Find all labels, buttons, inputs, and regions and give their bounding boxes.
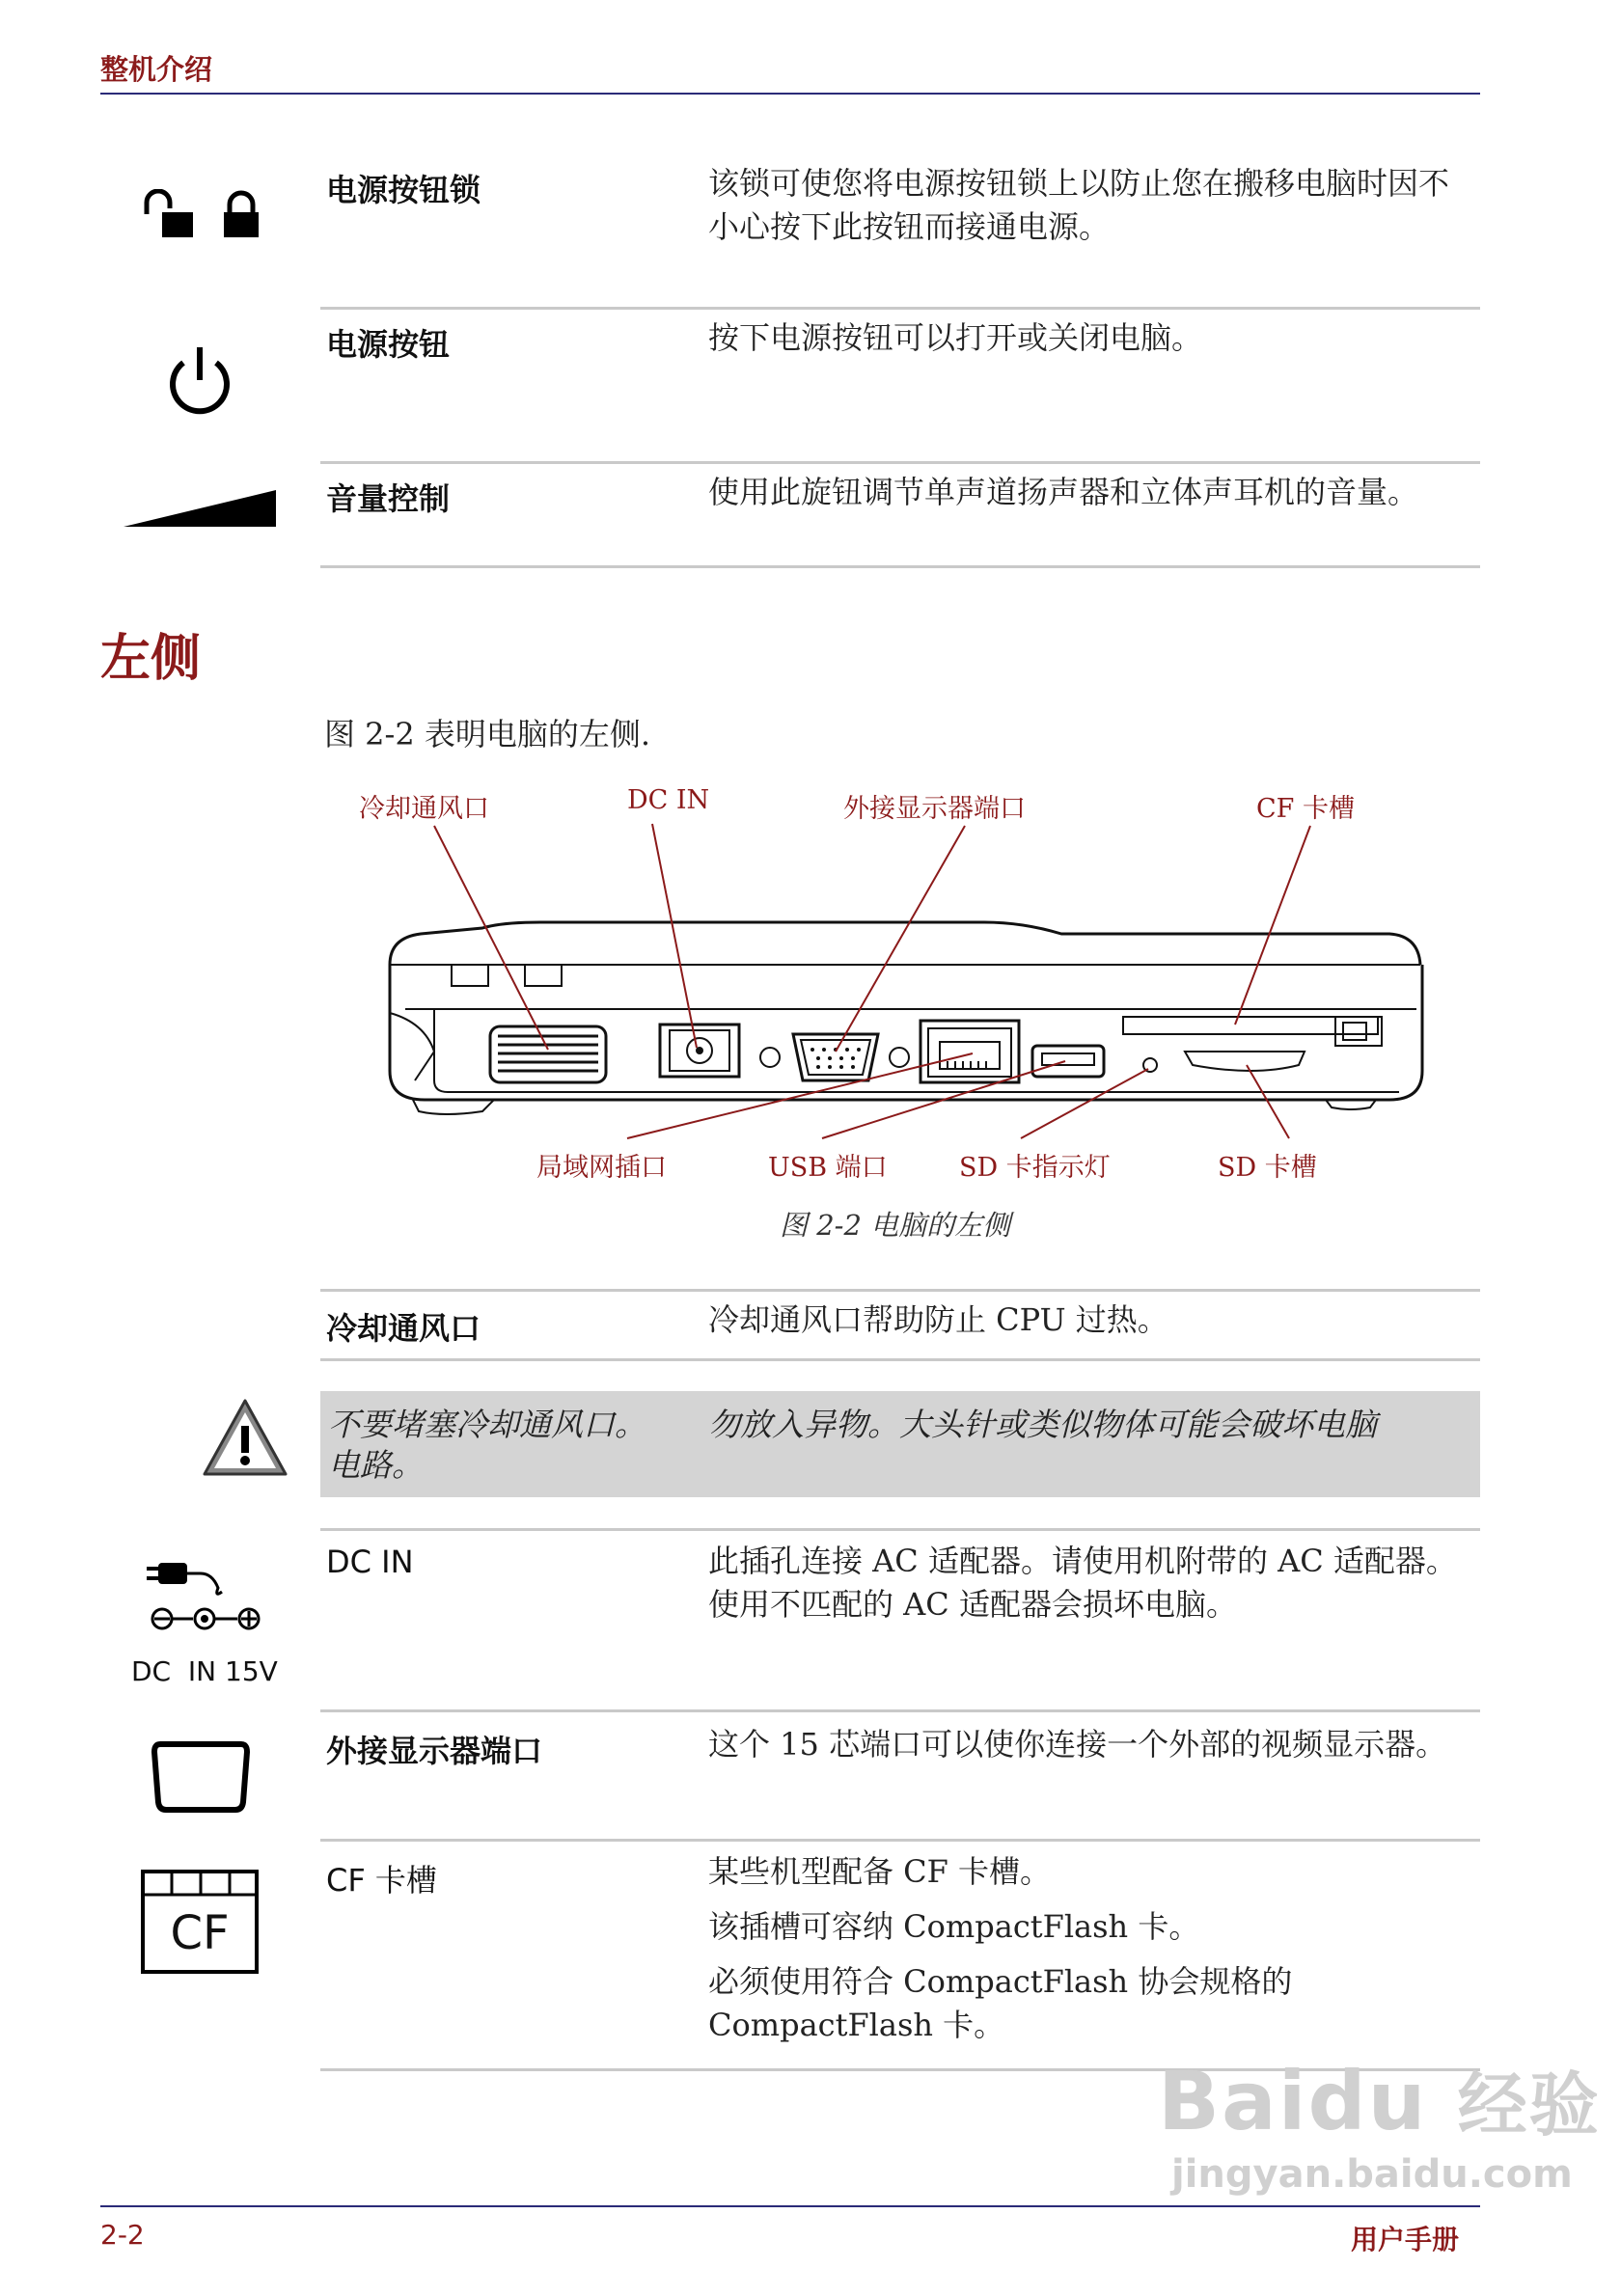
row-divider — [320, 1709, 1480, 1712]
warning-text-left-2: 电路。 — [328, 1446, 424, 1484]
term-power-lock: 电源按钮锁 — [326, 172, 481, 208]
watermark-url: jingyan.baidu.com — [1171, 2152, 1573, 2197]
desc-dc-in: 此插孔连接 AC 适配器。请使用机附带的 AC 适配器。使用不匹配的 AC 适配器会损坏电脑。 — [708, 1543, 1457, 1623]
cf-icon — [141, 1870, 259, 1974]
callout-sd-led: SD 卡指示灯 — [959, 1153, 1111, 1183]
row-divider — [320, 1289, 1480, 1292]
term-dc-in: DC IN — [326, 1544, 414, 1580]
callout-monitor: 外接显示器端口 — [843, 794, 1026, 824]
term-volume: 音量控制 — [326, 480, 451, 517]
callout-dcin: DC IN — [627, 785, 710, 815]
figure-caption: 图 2-2 电脑的左侧 — [780, 1209, 1011, 1242]
warning-text-right: 勿放入异物。大头针或类似物体可能会破坏电脑 — [708, 1406, 1377, 1443]
term-vent: 冷却通风口 — [326, 1310, 481, 1347]
row-divider — [320, 1528, 1480, 1531]
term-monitor: 外接显示器端口 — [326, 1733, 543, 1769]
warning-text-left-1: 不要堵塞冷却通风口。 — [328, 1406, 646, 1443]
term-power-button: 电源按钮 — [326, 326, 451, 363]
desc-monitor: 这个 15 芯端口可以使你连接一个外部的视频显示器。 — [708, 1726, 1447, 1763]
section-intro: 图 2-2 表明电脑的左侧. — [324, 716, 651, 752]
desc-power-lock: 该锁可使您将电源按钮锁上以防止您在搬移电脑时因不小心按下此按钮而接通电源。 — [708, 165, 1450, 245]
baidu-watermark — [1158, 2055, 1601, 2198]
footer-rule — [100, 2205, 1480, 2207]
desc-cf: 某些机型配备 CF 卡槽。 该插槽可容纳 CompactFlash 卡。 必须使用符合 CompactFlash 协会规格的 CompactFlash 卡。 — [708, 1853, 1293, 2043]
dc-in-icon — [145, 1559, 280, 1650]
warning-icon — [201, 1397, 289, 1484]
chapter-title: 整机介绍 — [100, 53, 213, 86]
callout-usb: USB 端口 — [768, 1153, 888, 1183]
watermark-brand: Bai — [1158, 2054, 1308, 2148]
callout-cf: CF 卡槽 — [1256, 794, 1355, 824]
monitor-icon — [151, 1738, 251, 1819]
callout-sd-slot: SD 卡槽 — [1218, 1153, 1317, 1183]
desc-vent: 冷却通风口帮助防止 CPU 过热。 — [708, 1301, 1168, 1338]
page-number: 2-2 — [100, 2219, 145, 2251]
callout-vent: 冷却通风口 — [359, 794, 489, 824]
footer-title: 用户手册 — [1351, 2224, 1460, 2255]
watermark-cn: 经验 — [1457, 2064, 1601, 2146]
term-cf: CF 卡槽 — [326, 1862, 437, 1899]
cf-icon-label: CF — [170, 1906, 230, 1960]
watermark-brand-2: du — [1307, 2054, 1428, 2148]
section-title: 左侧 — [100, 630, 202, 688]
row-divider — [320, 1839, 1480, 1842]
callout-lan: 局域网插口 — [536, 1153, 667, 1183]
dc-in-icon-label: DC IN 15V — [131, 1655, 278, 1687]
desc-power-button: 按下电源按钮可以打开或关闭电脑。 — [708, 319, 1203, 356]
row-divider — [320, 1358, 1480, 1361]
desc-volume: 使用此旋钮调节单声道扬声器和立体声耳机的音量。 — [708, 474, 1419, 510]
